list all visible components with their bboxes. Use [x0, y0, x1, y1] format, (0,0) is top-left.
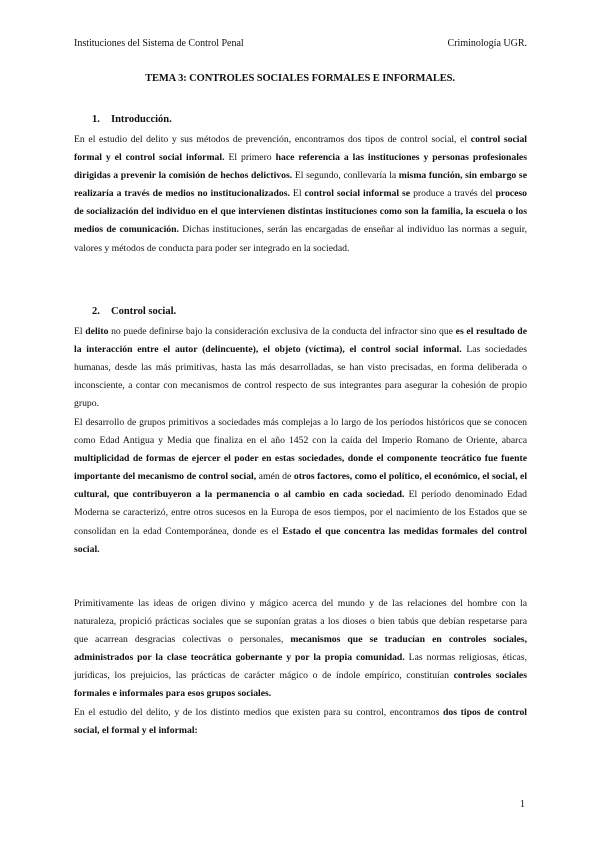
page-number: 1	[520, 799, 525, 810]
section-1-heading	[92, 114, 172, 125]
section-2-number: 2.	[92, 306, 100, 317]
document-title: TEMA 3: CONTROLES SOCIALES FORMALES E INFORMALES.	[145, 73, 455, 84]
section-1-number: 1.	[92, 114, 100, 125]
header-university: Criminología UGR.	[447, 38, 527, 49]
section-2-paragraph-3: Primitivamente las ideas de origen divino y mágico acerca del mundo y de las relaciones del hombre con la naturaleza, propició prácticas sociales que se suponían gratas a los dioses o bien tabús que debían respetarse para que acarrean desgracias colectivas o personales, mecanismos que se traducían en controles sociales, administrados por la clase teocrática gobernante y por la propia comunidad. Las normas religiosas, éticas, jurídicas, los prejuicios, las prácticas de carácter mágico o de índole empírico, constituían controles sociales formales e informales para esos grupos sociales.	[74, 598, 527, 700]
section-1-title: Introducción.	[111, 114, 172, 125]
section-2-paragraph-2: El desarrollo de grupos primitivos a sociedades más complejas a lo largo de los períodos históricos que se conocen como Edad Antigua y Media que finaliza en el año 1452 con la caída del Imperio Romano de Oriente, abarca multiplicidad de formas de ejercer el poder en estas sociedades, donde el componente teocrático fue fuente importante del mecanismo de control social, amén de otros factores, como el político, el económico, el social, el cultural, que contribuyeron a la permanencia o al cambio en cada sociedad. El período denominado Edad Moderna se caracterizó, entre otros sucesos en la Europa de esos tiempos, por el nacimiento de los Estados que se consolidan en la edad Contemporánea, donde es el Estado el que concentra las medidas formales del control social.	[74, 417, 528, 555]
section-2-title: Control social.	[111, 306, 177, 317]
section-2-heading	[92, 306, 176, 317]
header-course-title: Instituciones del Sistema de Control Penal	[74, 38, 244, 49]
section-2-paragraph-1: El delito no puede definirse bajo la consideración exclusiva de la conducta del infractor sino que es el resultado de la interacción entre el autor (delincuente), el objeto (víctima), el control social informal. Las sociedades humanas, desde las más primitivas, hasta las más desarrolladas, se han visto precisadas, en forma deliberada o inconsciente, a contar con mecanismos de control respecto de sus integrantes para asegurar la cohesión de propio grupo.	[74, 326, 527, 410]
section-1-paragraph-1: En el estudio del delito y sus métodos de prevención, encontramos dos tipos de control social, el control social formal y el control social informal. El primero hace referencia a las instituciones y personas profesionales dirigidas a prevenir la comisión de hechos delictivos. El segundo, conllevaría la misma función, sin embargo se realizaría a través de medios no institucionalizados. El control social informal se produce a través del proceso de socialización del individuo en el que intervienen distintas instituciones como son la familia, la escuela o los medios de comunicación. Dichas instituciones, serán las encargadas de enseñar al individuo las normas a seguir, valores y métodos de conducta para poder ser integrado en la sociedad.	[74, 134, 528, 254]
section-2-paragraph-4: En el estudio del delito, y de los distinto medios que existen para su control, encontramos dos tipos de control social, el formal y el informal:	[74, 707, 527, 737]
